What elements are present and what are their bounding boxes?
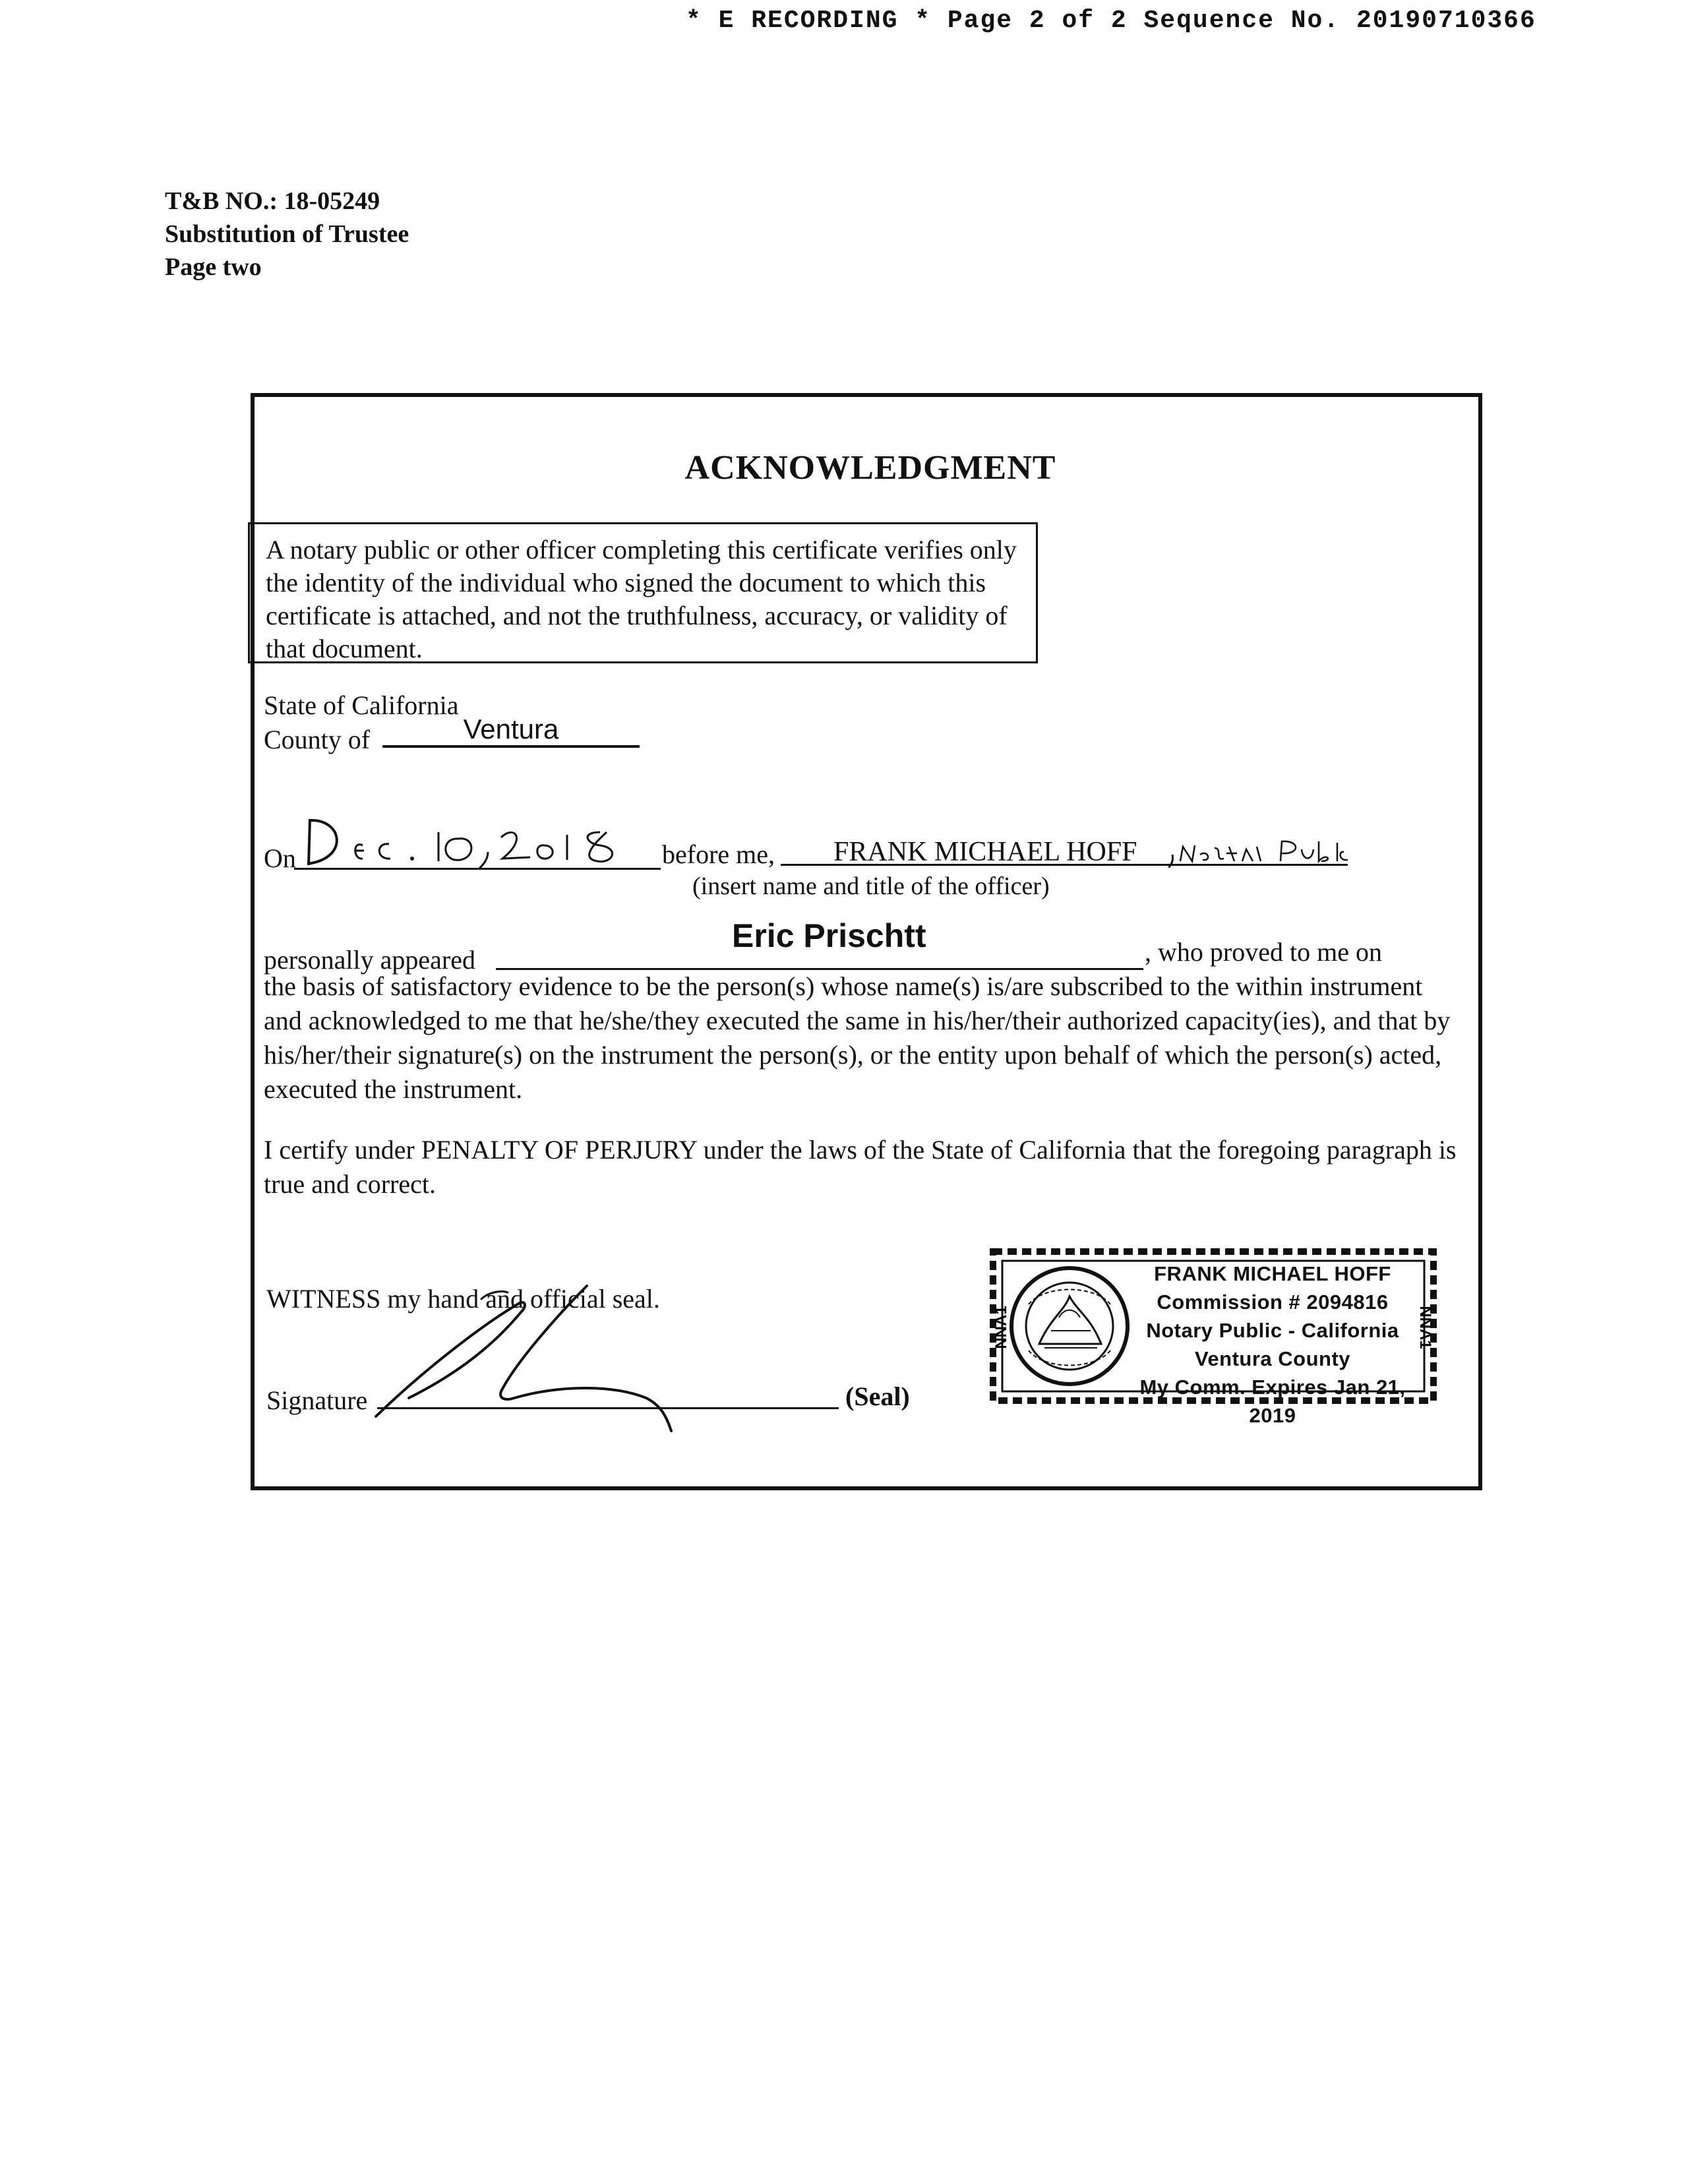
stamp-expires: My Comm. Expires Jan 21, 2019 xyxy=(1139,1376,1406,1427)
insert-officer-note: (insert name and title of the officer) xyxy=(692,872,1050,900)
perjury-certification: I certify under PENALTY OF PERJURY under the laws of the State of California that the foregoing paragraph is true and correct. xyxy=(264,1135,1457,1199)
acknowledgment-paragraph: the basis of satisfactory evidence to be the person(s) whose name(s) is/are subscribed to the within instrument and acknowledged to me that he/she/they executed the same in his/her/their authorized capacity(ies), and that by his/her/their signature(s) on the instrument the person(s), or the entity upon behalf of which the person(s) acted, executed the instrument. xyxy=(264,971,1451,1104)
before-me-label: before me, xyxy=(662,839,775,869)
on-label: On xyxy=(264,843,296,873)
stamp-notary-name: FRANK MICHAEL HOFF xyxy=(1154,1262,1391,1285)
tb-number: T&B NO.: 18-05249 xyxy=(165,187,380,215)
stamp-title: Notary Public - California xyxy=(1146,1319,1399,1342)
seal-side-mark-left: NNA1 xyxy=(992,1306,1010,1349)
notary-notice: A notary public or other officer completing this certificate verifies only the identity of the individual who signed the document to which this certificate is attached, and not the truthfulness, accuracy, or validity of that document. xyxy=(248,522,1038,663)
document-header xyxy=(165,185,409,284)
who-proved-label: , who proved to me on xyxy=(1145,937,1382,967)
state-line: State of California xyxy=(264,690,459,720)
recording-header: * E RECORDING * Page 2 of 2 Sequence No. 20190710366 xyxy=(686,7,1536,35)
seal-label: (Seal) xyxy=(845,1381,910,1411)
stamp-county: Ventura County xyxy=(1194,1347,1351,1370)
document-type: Substitution of Trustee xyxy=(165,220,409,248)
notary-stamp-text xyxy=(1121,1259,1424,1430)
acknowledgment-title: ACKNOWLEDGMENT xyxy=(684,449,1056,487)
witness-line: WITNESS my hand and official seal. xyxy=(266,1284,660,1314)
appeared-name: Eric Prischtt xyxy=(732,917,926,954)
handwritten-signature xyxy=(369,1266,738,1451)
personally-appeared-label: personally appeared xyxy=(264,945,475,975)
county-value: Ventura xyxy=(382,713,640,748)
stamp-commission: Commission # 2094816 xyxy=(1157,1290,1389,1314)
seal-side-mark-right: NNA1 xyxy=(1416,1306,1434,1349)
county-label: County of xyxy=(264,725,371,754)
signature-label: Signature xyxy=(266,1385,368,1415)
officer-name: FRANK MICHAEL HOFF xyxy=(833,837,1137,867)
date-underline xyxy=(294,868,661,870)
page-label: Page two xyxy=(165,253,262,281)
handwritten-officer-title xyxy=(1168,835,1353,868)
handwritten-date xyxy=(290,812,659,872)
